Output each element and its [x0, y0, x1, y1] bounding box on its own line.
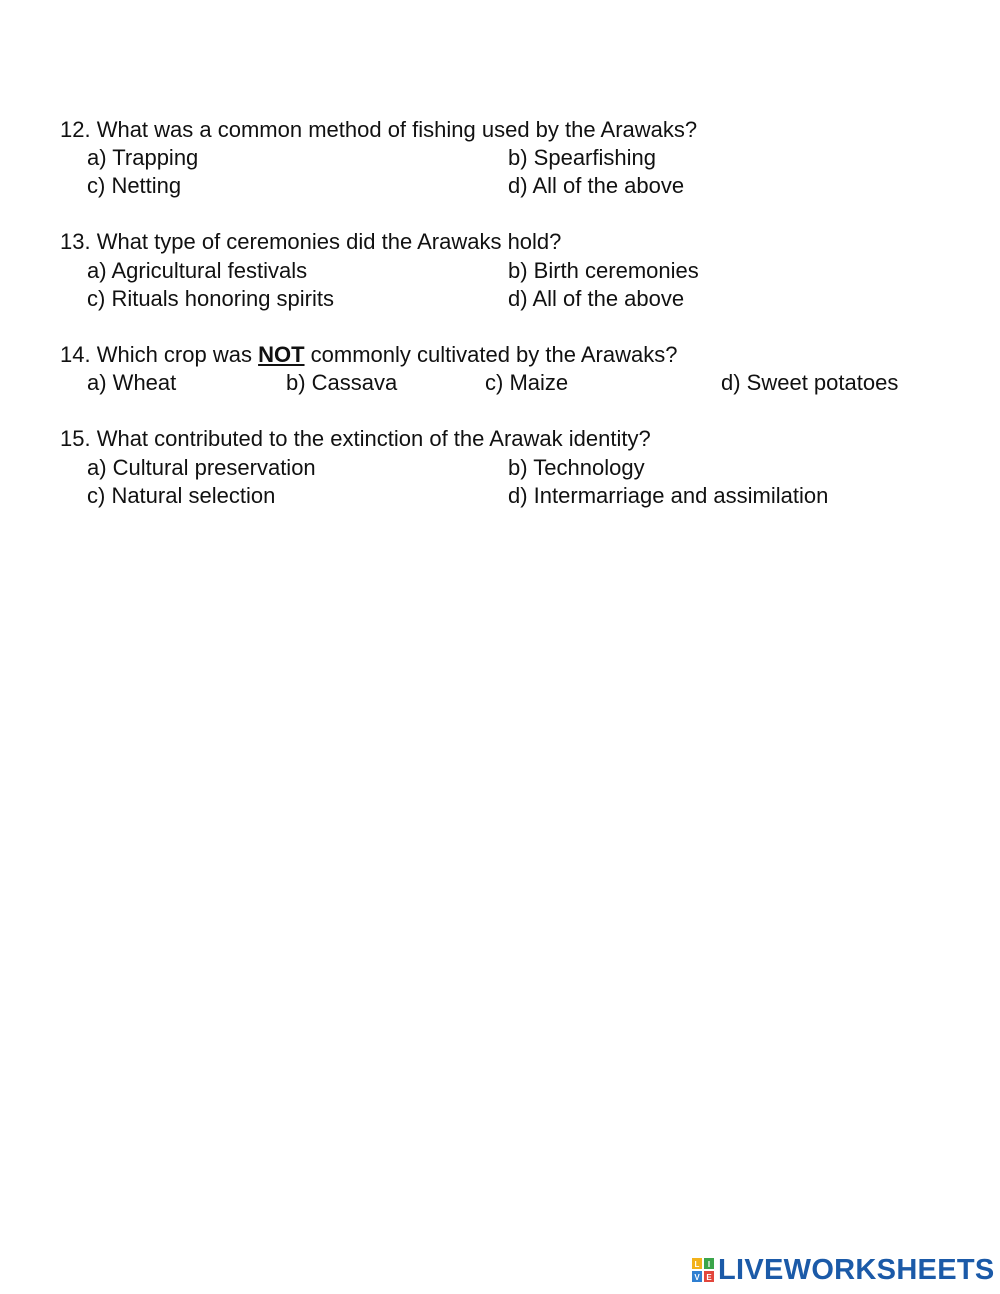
question-14-emphasis: NOT — [258, 342, 305, 367]
question-12: 12. What was a common method of fishing used by the Arawaks? — [60, 117, 698, 142]
q15-option-b: b) Technology — [508, 455, 645, 480]
q14-option-c: c) Maize — [485, 370, 569, 395]
q13-option-b: b) Birth ceremonies — [508, 258, 699, 283]
q15-option-d: d) Intermarriage and assimilation — [508, 483, 829, 508]
q15-option-a: a) Cultural preservation — [87, 455, 316, 480]
question-15: 15. What contributed to the extinction of the Arawak identity? — [60, 426, 651, 451]
q12-option-b: b) Spearfishing — [508, 145, 656, 170]
question-14-text-start: 14. Which crop was — [60, 342, 259, 367]
question-13: 13. What type of ceremonies did the Arawaks hold? — [60, 229, 562, 254]
q12-option-a: a) Trapping — [87, 145, 199, 170]
liveworksheets-logo — [692, 1255, 995, 1285]
q13-option-c: c) Rituals honoring spirits — [87, 286, 334, 311]
q14-option-a: a) Wheat — [87, 370, 177, 395]
q12-option-c: c) Netting — [87, 173, 182, 198]
svg-text:V: V — [694, 1273, 700, 1282]
liveworksheets-logo-icon — [692, 1258, 714, 1282]
q12-option-d: d) All of the above — [508, 173, 685, 198]
q15-option-c: c) Natural selection — [87, 483, 276, 508]
svg-text:E: E — [706, 1273, 712, 1282]
q14-option-b: b) Cassava — [286, 370, 398, 395]
q13-option-d: d) All of the above — [508, 286, 685, 311]
liveworksheets-logo-text: LIVEWORKSHEETS — [718, 1254, 995, 1286]
q13-option-a: a) Agricultural festivals — [87, 258, 308, 283]
question-14-text-end: commonly cultivated by the Arawaks? — [304, 342, 678, 367]
q14-option-d: d) Sweet potatoes — [721, 370, 899, 395]
svg-text:I: I — [707, 1260, 711, 1269]
question-14 — [60, 341, 677, 369]
svg-text:L: L — [694, 1260, 700, 1269]
